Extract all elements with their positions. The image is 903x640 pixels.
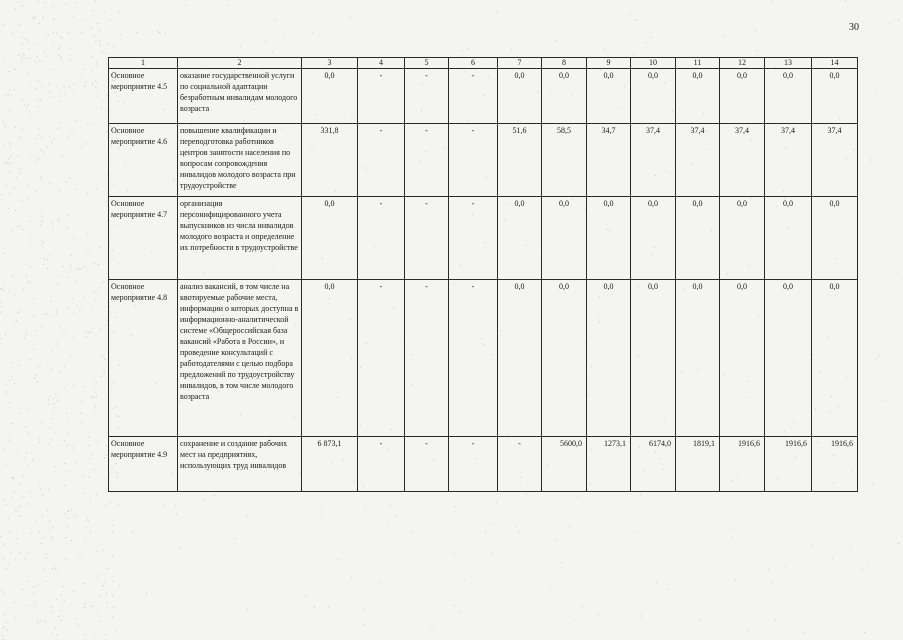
value-cell: 37,4: [720, 124, 765, 197]
column-header: 3: [302, 58, 358, 69]
column-header: 5: [405, 58, 449, 69]
value-cell: 0,0: [587, 280, 631, 437]
row-label: Основное мероприятие 4.8: [109, 280, 178, 437]
value-cell: 0,0: [542, 197, 587, 280]
value-cell: 0,0: [498, 197, 542, 280]
value-cell: 0,0: [302, 69, 358, 124]
value-cell: -: [358, 437, 405, 492]
column-header: 6: [449, 58, 498, 69]
value-cell: -: [405, 280, 449, 437]
value-cell: -: [358, 280, 405, 437]
column-header: 12: [720, 58, 765, 69]
value-cell: 6174,0: [631, 437, 676, 492]
value-cell: 0,0: [542, 280, 587, 437]
value-cell: 0,0: [720, 69, 765, 124]
value-cell: 0,0: [498, 280, 542, 437]
value-cell: -: [449, 69, 498, 124]
value-cell: 58,5: [542, 124, 587, 197]
value-cell: 37,4: [765, 124, 812, 197]
value-cell: 0,0: [631, 69, 676, 124]
value-cell: 34,7: [587, 124, 631, 197]
value-cell: 0,0: [498, 69, 542, 124]
column-header: 2: [178, 58, 302, 69]
value-cell: -: [358, 197, 405, 280]
value-cell: 5600,0: [542, 437, 587, 492]
value-cell: 0,0: [812, 197, 858, 280]
column-header: 4: [358, 58, 405, 69]
value-cell: 0,0: [587, 197, 631, 280]
value-cell: 0,0: [631, 197, 676, 280]
value-cell: 0,0: [676, 280, 720, 437]
value-cell: 0,0: [676, 69, 720, 124]
value-cell: 331,8: [302, 124, 358, 197]
row-label: Основное мероприятие 4.7: [109, 197, 178, 280]
column-header: 10: [631, 58, 676, 69]
value-cell: 1273,1: [587, 437, 631, 492]
row-label: Основное мероприятие 4.6: [109, 124, 178, 197]
value-cell: 0,0: [720, 280, 765, 437]
table-row: [109, 437, 858, 492]
value-cell: 51,6: [498, 124, 542, 197]
value-cell: 0,0: [302, 280, 358, 437]
value-cell: 0,0: [587, 69, 631, 124]
value-cell: 6 873,1: [302, 437, 358, 492]
row-description: анализ вакансий, в том числе на квотируемые рабочие места, информации о которых доступна в информационно-аналитической системе «Общероссийская база вакансий «Работа в России», и проведение консультаций с работодателями с целью подбора предложений по трудоустройству инвалидов, в том числе молодого возраста: [178, 280, 302, 437]
column-header: 13: [765, 58, 812, 69]
table-row: [109, 69, 858, 124]
value-cell: -: [449, 124, 498, 197]
value-cell: -: [358, 69, 405, 124]
value-cell: -: [405, 124, 449, 197]
page-number: 30: [849, 22, 859, 33]
table-row: [109, 124, 858, 197]
column-header: 14: [812, 58, 858, 69]
value-cell: 0,0: [720, 197, 765, 280]
table-row: [109, 197, 858, 280]
value-cell: 0,0: [765, 280, 812, 437]
value-cell: 1916,6: [812, 437, 858, 492]
row-description: сохранение и создание рабочих мест на предприятиях, использующих труд инвалидов: [178, 437, 302, 492]
value-cell: 1916,6: [720, 437, 765, 492]
value-cell: -: [449, 437, 498, 492]
value-cell: 0,0: [812, 69, 858, 124]
row-label: Основное мероприятие 4.9: [109, 437, 178, 492]
value-cell: 0,0: [676, 197, 720, 280]
column-header: 11: [676, 58, 720, 69]
value-cell: 1819,1: [676, 437, 720, 492]
value-cell: 0,0: [812, 280, 858, 437]
value-cell: 1916,6: [765, 437, 812, 492]
value-cell: -: [449, 197, 498, 280]
value-cell: 37,4: [676, 124, 720, 197]
row-description: оказание государственной услуги по социальной адаптации безработным инвалидам молодого возраста: [178, 69, 302, 124]
column-header: 9: [587, 58, 631, 69]
value-cell: -: [358, 124, 405, 197]
value-cell: 37,4: [812, 124, 858, 197]
value-cell: 0,0: [542, 69, 587, 124]
row-description: повышение квалификации и переподготовка работников центров занятости населения по вопросам сопровождения инвалидов молодого возраста при трудоустройстве: [178, 124, 302, 197]
value-cell: 0,0: [765, 69, 812, 124]
column-header: 7: [498, 58, 542, 69]
column-header: 1: [109, 58, 178, 69]
value-cell: 0,0: [765, 197, 812, 280]
budget-table: [108, 57, 858, 492]
row-label: Основное мероприятие 4.5: [109, 69, 178, 124]
value-cell: -: [449, 280, 498, 437]
table-row: [109, 280, 858, 437]
value-cell: -: [405, 197, 449, 280]
header-row: [109, 58, 858, 69]
value-cell: -: [498, 437, 542, 492]
value-cell: 0,0: [302, 197, 358, 280]
value-cell: 37,4: [631, 124, 676, 197]
value-cell: -: [405, 437, 449, 492]
column-header: 8: [542, 58, 587, 69]
value-cell: -: [405, 69, 449, 124]
value-cell: 0,0: [631, 280, 676, 437]
row-description: организация персонифицированного учета выпускников из числа инвалидов молодого возраста и определение их потребности в трудоустройстве: [178, 197, 302, 280]
